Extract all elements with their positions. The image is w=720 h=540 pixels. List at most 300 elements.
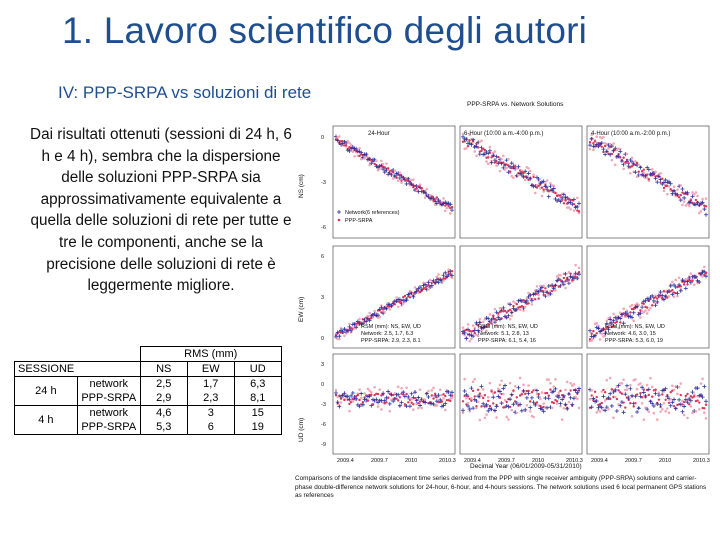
cell-value: 2,5 — [140, 377, 187, 392]
ppp-point-light — [368, 164, 371, 167]
ppp-point-light — [489, 382, 492, 385]
ppp-point-light — [703, 411, 706, 414]
ppp-point — [480, 405, 482, 407]
ppp-point-light — [499, 170, 502, 173]
ppp-point-light — [589, 148, 592, 151]
ppp-point — [451, 270, 453, 272]
ppp-point-light — [542, 402, 545, 405]
ppp-point — [544, 287, 546, 289]
ppp-point-light — [451, 397, 454, 400]
ppp-point-light — [551, 407, 554, 410]
ppp-point — [506, 401, 508, 403]
ppp-point — [564, 199, 566, 201]
cell-value: 8,1 — [234, 391, 281, 406]
ppp-point-light — [497, 388, 500, 391]
ppp-point-light — [691, 412, 694, 415]
ppp-point — [601, 145, 603, 147]
xtick-label: 2010.3 — [439, 458, 456, 462]
cell-value: 6,3 — [234, 377, 281, 392]
ppp-point — [507, 164, 509, 166]
ppp-point-light — [679, 382, 682, 385]
ppp-point-light — [442, 397, 445, 400]
ppp-point — [541, 186, 543, 188]
ppp-point — [358, 399, 360, 401]
cell-value: 15 — [234, 406, 281, 421]
ppp-point-light — [363, 392, 366, 395]
ppp-point-light — [388, 410, 391, 413]
ppp-point — [634, 402, 636, 404]
ppp-point-light — [637, 163, 640, 166]
ppp-point-light — [539, 398, 542, 401]
ppp-point-light — [578, 266, 581, 269]
ppp-point-light — [472, 324, 475, 327]
xtick-label: 2010.3 — [566, 458, 583, 462]
ppp-point-light — [397, 306, 400, 309]
ppp-point-light — [693, 283, 696, 286]
ppp-point-light — [373, 386, 376, 389]
rms-label: Network: 4.6, 3.0, 15 — [605, 331, 656, 337]
cell-value: 1,7 — [187, 377, 234, 392]
ppp-point — [683, 283, 685, 285]
rms-label: PPP-SRPA: 5.3, 6.0, 19 — [605, 338, 663, 344]
ppp-point — [529, 400, 531, 402]
ppp-point — [648, 178, 650, 180]
ppp-point — [431, 394, 433, 396]
ppp-point-light — [626, 153, 629, 156]
ppp-point-light — [609, 143, 612, 146]
ppp-point-light — [536, 285, 539, 288]
ppp-point — [678, 196, 680, 198]
ppp-point-light — [642, 418, 645, 421]
ppp-point — [705, 404, 707, 406]
ppp-point-light — [631, 304, 634, 307]
ppp-point-light — [468, 340, 471, 343]
ppp-point-light — [700, 210, 703, 213]
ppp-point — [492, 402, 494, 404]
ppp-point-light — [392, 177, 395, 180]
ppp-point-light — [561, 418, 564, 421]
ppp-point — [377, 393, 379, 395]
ppp-point — [592, 142, 594, 144]
ppp-point — [559, 390, 561, 392]
ppp-point-light — [444, 209, 447, 212]
ytick-label: -3 — [321, 180, 326, 186]
ppp-point — [621, 393, 623, 395]
ppp-point-light — [663, 402, 666, 405]
ppp-point — [668, 402, 670, 404]
ppp-point — [596, 332, 598, 334]
ppp-point-light — [612, 142, 615, 145]
ppp-point — [604, 391, 606, 393]
ppp-point — [479, 392, 481, 394]
ytick-label: -3 — [321, 402, 326, 408]
ppp-point-light — [703, 266, 706, 269]
ppp-point-light — [500, 158, 503, 161]
ppp-point-light — [370, 391, 373, 394]
cell-value: 5,3 — [140, 420, 187, 435]
ppp-point-light — [484, 417, 487, 420]
ppp-point-light — [564, 389, 567, 392]
ppp-point — [705, 272, 707, 274]
ppp-point-light — [484, 318, 487, 321]
ppp-point — [563, 202, 565, 204]
cell-value: 19 — [234, 420, 281, 435]
ppp-point — [556, 400, 558, 402]
ppp-point — [516, 396, 518, 398]
ppp-point — [569, 273, 571, 275]
ppp-point-light — [678, 386, 681, 389]
ppp-point-light — [373, 310, 376, 313]
rms-label: RSM (mm): NS, EW, UD — [605, 324, 665, 330]
ppp-point — [419, 400, 421, 402]
ppp-point-light — [651, 168, 654, 171]
ppp-point-light — [502, 155, 505, 158]
slide-title: 1. Lavoro scientifico degli autori — [62, 10, 588, 51]
ppp-point — [629, 402, 631, 404]
ppp-point — [673, 405, 675, 407]
ppp-point-light — [626, 388, 629, 391]
panel-title: 6-Hour (10:00 a.m.-4:00 p.m.) — [464, 131, 544, 137]
ylabel-ud: UD (cm) — [298, 417, 305, 442]
ppp-point-light — [432, 387, 435, 390]
ppp-point — [412, 403, 414, 405]
xtick-label: 2009.7 — [498, 458, 515, 462]
ppp-point — [487, 156, 489, 158]
ppp-point-light — [410, 398, 413, 401]
session-24h: 24 h — [15, 377, 78, 406]
figure-caption: Comparisons of the landslide displacement time series derived from the PPP with single receiver ambiguity (PPP-SRPA) solutions and carrier-phase double-difference network solutions for 24-hour, 6-hour, and 4-hours sessions. The network solutions used 6 local permanent GPS stations as references — [295, 475, 707, 499]
ppp-point-light — [397, 179, 400, 182]
ppp-point-light — [509, 382, 512, 385]
ppp-point — [703, 274, 705, 276]
ppp-point-light — [510, 409, 513, 412]
ppp-point-light — [399, 171, 402, 174]
ppp-point — [703, 407, 705, 409]
ppp-point — [566, 202, 568, 204]
ppp-point-light — [510, 315, 513, 318]
ppp-point — [696, 399, 698, 401]
ppp-point-light — [485, 160, 488, 163]
ppp-point-light — [668, 185, 671, 188]
legend-ppp-marker — [338, 219, 341, 222]
ppp-point — [661, 393, 663, 395]
ppp-point — [686, 283, 688, 285]
ppp-point-light — [537, 294, 540, 297]
ppp-point — [568, 279, 570, 281]
ppp-point — [658, 398, 660, 400]
ppp-point-light — [499, 384, 502, 387]
ppp-point — [569, 389, 571, 391]
ppp-point-light — [378, 388, 381, 391]
cell-value: 2,3 — [187, 391, 234, 406]
ylabel-ew: EW (cm) — [298, 296, 305, 322]
ppp-point-light — [472, 380, 475, 383]
ppp-point — [596, 396, 598, 398]
ppp-point-light — [639, 382, 642, 385]
ppp-point — [487, 400, 489, 402]
ppp-point-light — [439, 388, 442, 391]
ppp-point — [622, 401, 624, 403]
ppp-point — [542, 188, 544, 190]
ppp-point-light — [569, 382, 572, 385]
plot-panel-frame — [587, 354, 709, 454]
ppp-point-light — [352, 400, 355, 403]
ppp-point — [484, 149, 486, 151]
ppp-point-light — [524, 306, 527, 309]
plot-panel-frame — [333, 354, 455, 454]
ppp-point — [497, 156, 499, 158]
ppp-point — [651, 395, 653, 397]
ppp-point — [534, 298, 536, 300]
ppp-point-light — [358, 388, 361, 391]
ppp-point — [490, 390, 492, 392]
ppp-point-light — [690, 405, 693, 408]
ppp-point-light — [574, 396, 577, 399]
ppp-point-light — [673, 185, 676, 188]
ppp-point — [590, 332, 592, 334]
ppp-point-light — [554, 289, 557, 292]
ppp-point-light — [649, 307, 652, 310]
ppp-point-light — [696, 195, 699, 198]
ppp-point — [467, 395, 469, 397]
ppp-point-light — [700, 382, 703, 385]
ppp-point-light — [574, 264, 577, 267]
ppp-point — [387, 397, 389, 399]
ppp-point-light — [668, 411, 671, 414]
ppp-point — [343, 399, 345, 401]
rms-label: PPP-SRPA: 6.1, 5.4, 16 — [478, 338, 536, 344]
ppp-point-light — [467, 323, 470, 326]
ppp-point — [387, 167, 389, 169]
ppp-point-light — [507, 158, 510, 161]
ppp-point — [633, 405, 635, 407]
ppp-point-light — [437, 273, 440, 276]
ppp-point-light — [607, 408, 610, 411]
ppp-point-light — [573, 209, 576, 212]
slide-subtitle: IV: PPP-SRPA vs soluzioni di rete — [58, 83, 312, 102]
ppp-point — [563, 277, 565, 279]
ppp-point-light — [467, 402, 470, 405]
ppp-point-light — [679, 184, 682, 187]
xtick-label: 2010 — [405, 458, 418, 462]
ppp-point — [399, 396, 401, 398]
ppp-point-light — [358, 147, 361, 150]
ppp-point — [348, 403, 350, 405]
legend-ppp-label: PPP-SRPA — [345, 218, 373, 224]
ylabel-ns: NS (cm) — [298, 174, 305, 198]
ppp-point-light — [542, 285, 545, 288]
ppp-point-light — [480, 139, 483, 142]
ppp-point — [698, 401, 700, 403]
ppp-point-light — [576, 398, 579, 401]
ppp-point-light — [519, 308, 522, 311]
ppp-point-light — [644, 309, 647, 312]
ppp-point-light — [527, 384, 530, 387]
ppp-point-light — [547, 378, 550, 381]
ppp-point-light — [563, 407, 566, 410]
ppp-point-light — [600, 333, 603, 336]
ppp-point — [472, 390, 474, 392]
ppp-point-light — [527, 167, 530, 170]
ppp-point-light — [395, 296, 398, 299]
ytick-label: 0 — [321, 135, 325, 142]
ppp-point — [531, 391, 533, 393]
ppp-point-light — [449, 212, 452, 215]
ppp-point-light — [614, 396, 617, 399]
ppp-point — [395, 176, 397, 178]
ppp-point — [643, 388, 645, 390]
ytick-label: 3 — [321, 295, 325, 301]
ppp-point — [592, 330, 594, 332]
ppp-point-light — [611, 159, 614, 162]
ppp-point-light — [524, 179, 527, 182]
ppp-point — [564, 280, 566, 282]
ppp-point — [663, 187, 665, 189]
ppp-point-light — [340, 401, 343, 404]
ppp-point-light — [489, 146, 492, 149]
ppp-point — [470, 399, 472, 401]
ppp-point-light — [564, 287, 567, 290]
ppp-point-light — [442, 197, 445, 200]
ppp-point-light — [622, 307, 625, 310]
ppp-point-light — [417, 407, 420, 410]
ppp-point-light — [382, 163, 385, 166]
ppp-point-light — [358, 318, 361, 321]
ppp-point-light — [348, 410, 351, 413]
ppp-point-light — [532, 174, 535, 177]
ppp-point — [641, 396, 643, 398]
ppp-point — [484, 394, 486, 396]
ppp-point-light — [668, 295, 671, 298]
ppp-point-light — [480, 395, 483, 398]
ppp-point — [451, 394, 453, 396]
ppp-point-light — [566, 381, 569, 384]
ppp-point-light — [666, 407, 669, 410]
ppp-point — [601, 402, 603, 404]
panel-title: 24-Hour — [368, 131, 390, 137]
ppp-point — [680, 285, 682, 287]
ppp-point — [691, 280, 693, 282]
ytick-label: -9 — [321, 442, 326, 448]
ppp-point — [602, 389, 604, 391]
ppp-point-light — [688, 205, 691, 208]
body-paragraph: Dai risultati ottenuti (sessioni di 24 h, 6 h e 4 h), sembra che la dispersione delle soluzioni PPP-SRPA sia approssimativamente equivalente a quella delle soluzioni di rete per tutte e tre le componenti, anche se la precisione delle soluzioni di rete è leggermente migliore. — [30, 126, 292, 295]
ppp-point-light — [621, 382, 624, 385]
ppp-point-light — [606, 379, 609, 382]
ppp-point-light — [636, 388, 639, 391]
ppp-point-light — [573, 383, 576, 386]
ppp-point-light — [646, 384, 649, 387]
ppp-point-light — [479, 318, 482, 321]
ppp-point-light — [666, 193, 669, 196]
ppp-point-light — [669, 398, 672, 401]
ppp-point-light — [617, 403, 620, 406]
ppp-point — [622, 157, 624, 159]
ppp-point — [504, 406, 506, 408]
ppp-point-light — [375, 160, 378, 163]
ppp-point-light — [639, 316, 642, 319]
ppp-point-light — [629, 384, 632, 387]
ppp-point-light — [631, 157, 634, 160]
scatter-panels — [295, 100, 711, 462]
ppp-point — [651, 304, 653, 306]
ppp-point-light — [674, 279, 677, 282]
ppp-point-light — [465, 147, 468, 150]
ppp-point-light — [578, 407, 581, 410]
ppp-point-light — [470, 338, 473, 341]
col-header-ns: NS — [140, 362, 187, 377]
ppp-point — [616, 398, 618, 400]
ppp-point — [509, 309, 511, 311]
ppp-point-light — [431, 389, 434, 392]
ppp-point — [537, 297, 539, 299]
ppp-point — [475, 405, 477, 407]
ppp-point-light — [681, 204, 684, 207]
ppp-point-light — [690, 272, 693, 275]
xtick-label: 2009.4 — [464, 458, 481, 462]
ppp-point-light — [683, 200, 686, 203]
ppp-point-light — [463, 378, 466, 381]
ppp-point — [395, 397, 397, 399]
ppp-point-light — [648, 410, 651, 413]
ppp-point-light — [612, 313, 615, 316]
ppp-point-light — [526, 404, 529, 407]
ppp-point — [705, 205, 707, 207]
ppp-point-light — [632, 170, 635, 173]
ppp-point — [480, 150, 482, 152]
ppp-point — [407, 401, 409, 403]
ppp-point — [522, 172, 524, 174]
ppp-point — [656, 297, 658, 299]
ppp-point-light — [705, 417, 708, 420]
ppp-point-light — [505, 167, 508, 170]
ppp-point — [654, 389, 656, 391]
ppp-point-light — [686, 417, 689, 420]
ppp-point-light — [541, 391, 544, 394]
ppp-point-light — [661, 408, 664, 411]
ppp-point — [404, 403, 406, 405]
ytick-label: 0 — [321, 382, 325, 388]
ppp-point-light — [701, 198, 704, 201]
rms-label: RSM (mm): NS, EW, UD — [361, 324, 421, 330]
cell-value: 2,9 — [140, 391, 187, 406]
ppp-point-light — [402, 302, 405, 305]
ppp-point-light — [427, 288, 430, 291]
ppp-point — [589, 141, 591, 143]
ppp-point-light — [637, 304, 640, 307]
ppp-point — [436, 196, 438, 198]
ppp-point — [514, 400, 516, 402]
ppp-point-light — [529, 170, 532, 173]
ppp-point — [372, 403, 374, 405]
ppp-point-light — [644, 406, 647, 409]
ppp-point — [685, 395, 687, 397]
ppp-point-light — [495, 164, 498, 167]
ppp-point — [357, 394, 359, 396]
ppp-point-light — [634, 378, 637, 381]
ppp-point-light — [477, 401, 480, 404]
ppp-point-light — [569, 208, 572, 211]
ppp-point-light — [546, 179, 549, 182]
ppp-point-light — [473, 378, 476, 381]
ppp-point — [680, 194, 682, 196]
ppp-point-light — [559, 274, 562, 277]
ppp-point-light — [671, 281, 674, 284]
method-label: PPP-SRPA — [77, 391, 140, 406]
ppp-point-light — [554, 378, 557, 381]
method-label: network — [77, 377, 140, 392]
ppp-point-light — [377, 405, 380, 408]
